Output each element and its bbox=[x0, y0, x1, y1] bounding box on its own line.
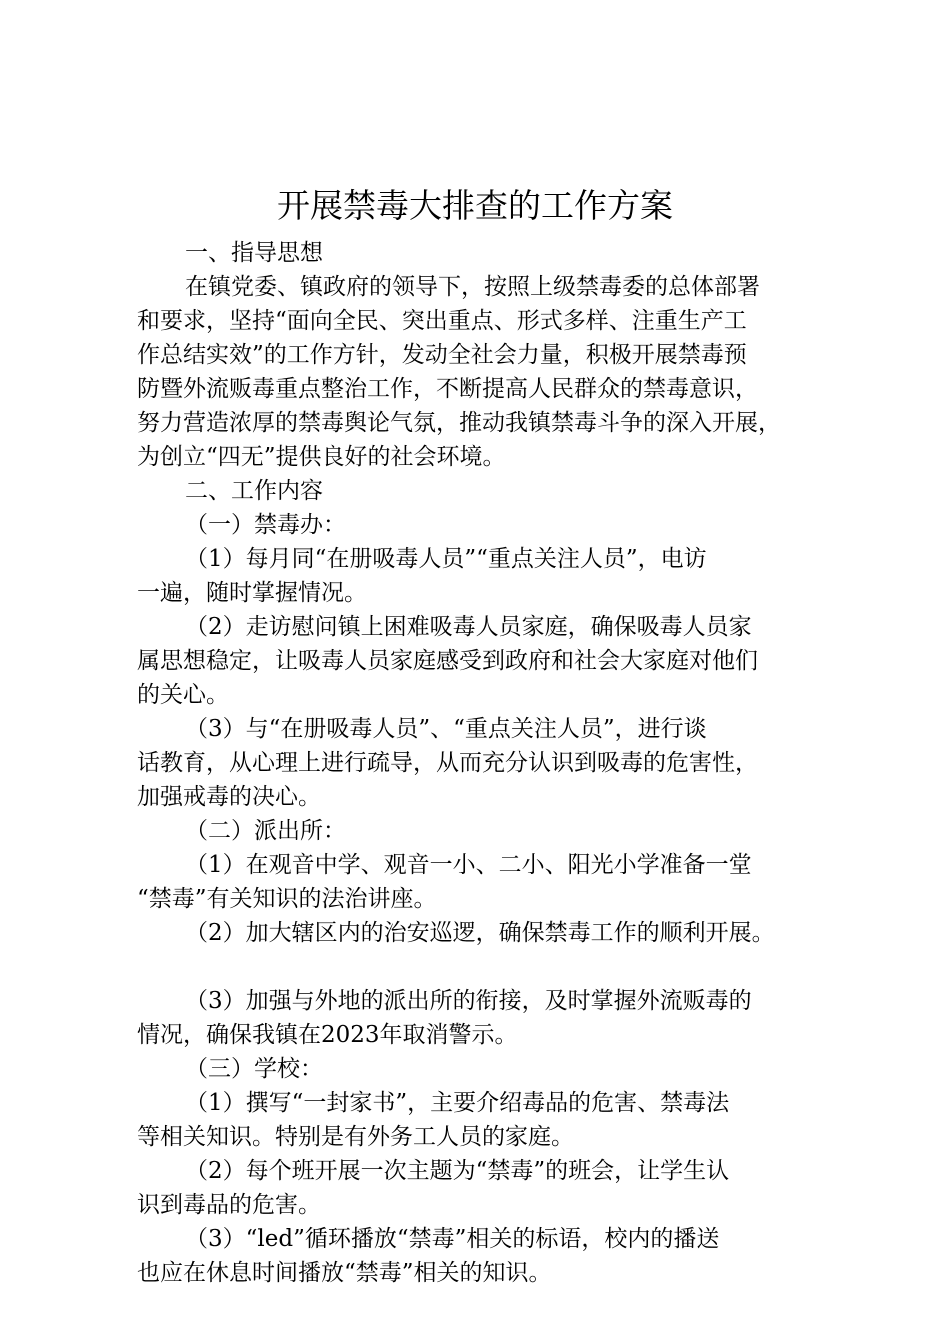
text-line: （3）与“在册吸毒人员”、“重点关注人员”，进行谈 bbox=[185, 716, 707, 742]
text-line: 作总结实效”的工作方针，发动全社会力量，积极开展禁毒预 bbox=[137, 342, 747, 368]
text-line: （2）走访慰问镇上困难吸毒人员家庭，确保吸毒人员家 bbox=[185, 614, 752, 640]
text-line: 二、工作内容 bbox=[185, 478, 323, 504]
text-line: 情况，确保我镇在2023年取消警示。 bbox=[137, 1022, 518, 1048]
text-line: 识到毒品的危害。 bbox=[137, 1192, 321, 1218]
document-title: 开展禁毒大排查的工作方案 bbox=[277, 186, 673, 225]
text-line: 话教育，从心理上进行疏导，从而充分认识到吸毒的危害性， bbox=[137, 750, 758, 776]
text-line: 为创立“四无”提供良好的社会环境。 bbox=[137, 444, 506, 470]
text-line: （3）“led”循环播放“禁毒”相关的标语，校内的播送 bbox=[185, 1226, 720, 1252]
text-line: “禁毒”有关知识的法治讲座。 bbox=[137, 886, 437, 912]
text-line: 在镇党委、镇政府的领导下，按照上级禁毒委的总体部署 bbox=[185, 274, 760, 300]
text-line: 等相关知识。特别是有外务工人员的家庭。 bbox=[137, 1124, 574, 1150]
text-line: （1）撰写“一封家书”，主要介绍毒品的危害、禁毒法 bbox=[185, 1090, 730, 1116]
text-line: 一遍，随时掌握情况。 bbox=[137, 580, 367, 606]
text-line: （1）在观音中学、观音一小、二小、阳光小学准备一堂 bbox=[185, 852, 752, 878]
text-line: （二）派出所： bbox=[185, 818, 346, 844]
text-line: 属思想稳定，让吸毒人员家庭感受到政府和社会大家庭对他们 bbox=[137, 648, 758, 674]
text-line: 也应在休息时间播放“禁毒”相关的知识。 bbox=[137, 1260, 552, 1286]
text-line: （1）每月同“在册吸毒人员”“重点关注人员”，电访 bbox=[185, 546, 707, 572]
text-line: （三）学校： bbox=[185, 1056, 323, 1082]
blank-line bbox=[137, 950, 837, 984]
text-line: 加强戒毒的决心。 bbox=[137, 784, 321, 810]
text-line: 的关心。 bbox=[137, 682, 229, 708]
text-line: 防暨外流贩毒重点整治工作，不断提高人民群众的禁毒意识， bbox=[137, 376, 758, 402]
text-line: （3）加强与外地的派出所的衔接，及时掌握外流贩毒的 bbox=[185, 988, 752, 1014]
text-line: 努力营造浓厚的禁毒舆论气氛，推动我镇禁毒斗争的深入开展， bbox=[137, 410, 781, 436]
text-line: （一）禁毒办： bbox=[185, 512, 346, 538]
document-body bbox=[137, 236, 837, 1290]
text-line: （2）加大辖区内的治安巡逻，确保禁毒工作的顺利开展。 bbox=[185, 920, 775, 946]
text-line: 一、指导思想 bbox=[185, 240, 323, 266]
text-line: 和要求，坚持“面向全民、突出重点、形式多样、注重生产工 bbox=[137, 308, 747, 334]
text-line: （2）每个班开展一次主题为“禁毒”的班会，让学生认 bbox=[185, 1158, 730, 1184]
